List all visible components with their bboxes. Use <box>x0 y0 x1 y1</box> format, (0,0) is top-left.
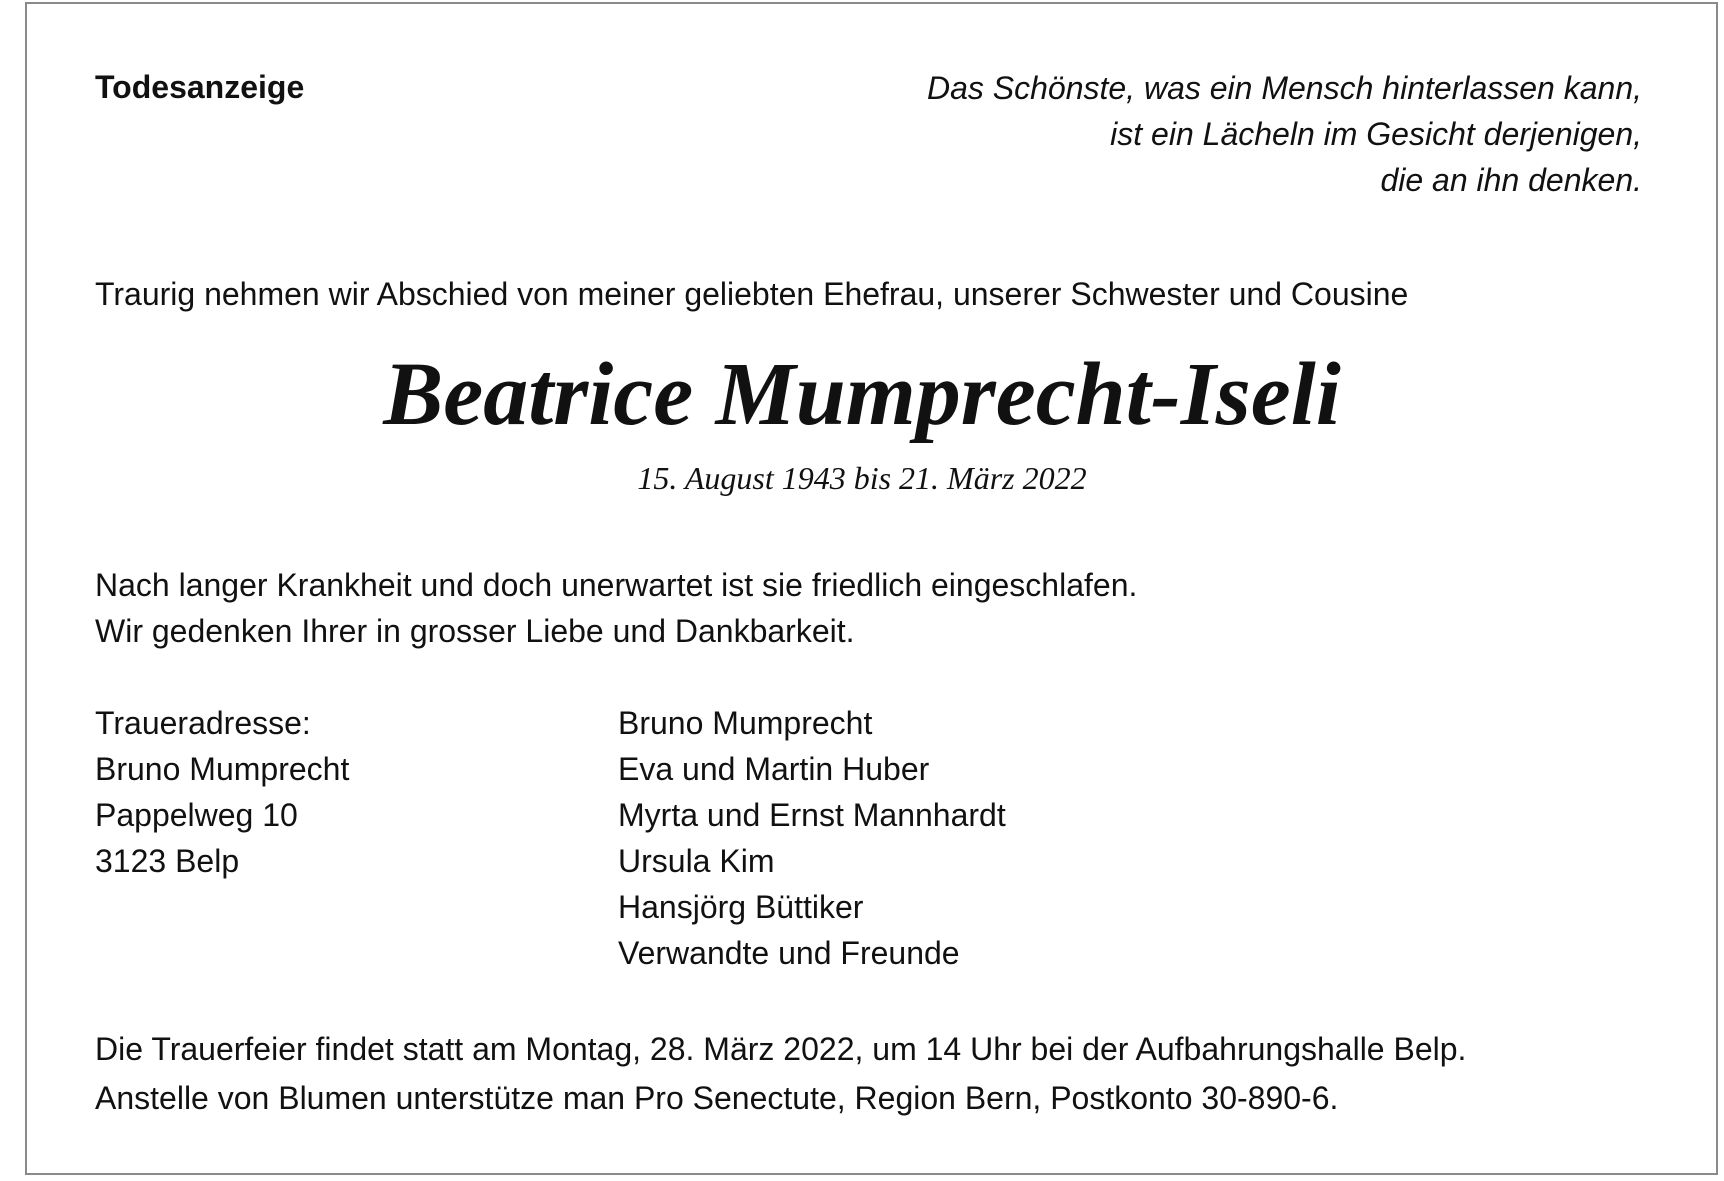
life-dates: 15. August 1943 bis 21. März 2022 <box>637 460 1087 496</box>
deceased-name: Beatrice Mumprecht-Iseli <box>383 345 1341 444</box>
service-line: Die Trauerfeier findet statt am Montag, 28. März 2022, um 14 Uhr bei der Aufbahrungshalle Belp. <box>95 1031 1467 1067</box>
address-line: Pappelweg 10 <box>95 797 298 833</box>
mourners-list <box>618 700 1006 976</box>
quote-line: ist ein Lächeln im Gesicht derjenigen, <box>1110 116 1642 152</box>
mourner-name: Verwandte und Freunde <box>618 935 960 971</box>
memorial-message <box>95 562 1137 654</box>
message-line: Wir gedenken Ihrer in grosser Liebe und Dankbarkeit. <box>95 613 855 649</box>
mourner-name: Myrta und Ernst Mannhardt <box>618 797 1006 833</box>
quote-line: Das Schönste, was ein Mensch hinterlassen kann, <box>926 70 1642 106</box>
address-line: Bruno Mumprecht <box>95 751 350 787</box>
mourner-name: Ursula Kim <box>618 843 775 879</box>
notice-type-label: Todesanzeige <box>95 69 305 105</box>
address-heading: Traueradresse: <box>95 705 311 741</box>
mourning-address <box>95 700 349 884</box>
service-details <box>95 1025 1466 1123</box>
message-line: Nach langer Krankheit und doch unerwartet ist sie friedlich eingeschlafen. <box>95 567 1138 603</box>
mourner-name: Eva und Martin Huber <box>618 751 930 787</box>
address-line: 3123 Belp <box>95 843 240 879</box>
mourner-name: Bruno Mumprecht <box>618 705 873 741</box>
mourner-name: Hansjörg Büttiker <box>618 889 864 925</box>
donation-line: Anstelle von Blumen unterstütze man Pro Senectute, Region Bern, Postkonto 30-890-6. <box>95 1080 1339 1116</box>
quote-line: die an ihn denken. <box>1380 162 1642 198</box>
memorial-quote <box>927 65 1642 203</box>
intro-text: Traurig nehmen wir Abschied von meiner geliebten Ehefrau, unserer Schwester und Cousine <box>95 276 1409 312</box>
